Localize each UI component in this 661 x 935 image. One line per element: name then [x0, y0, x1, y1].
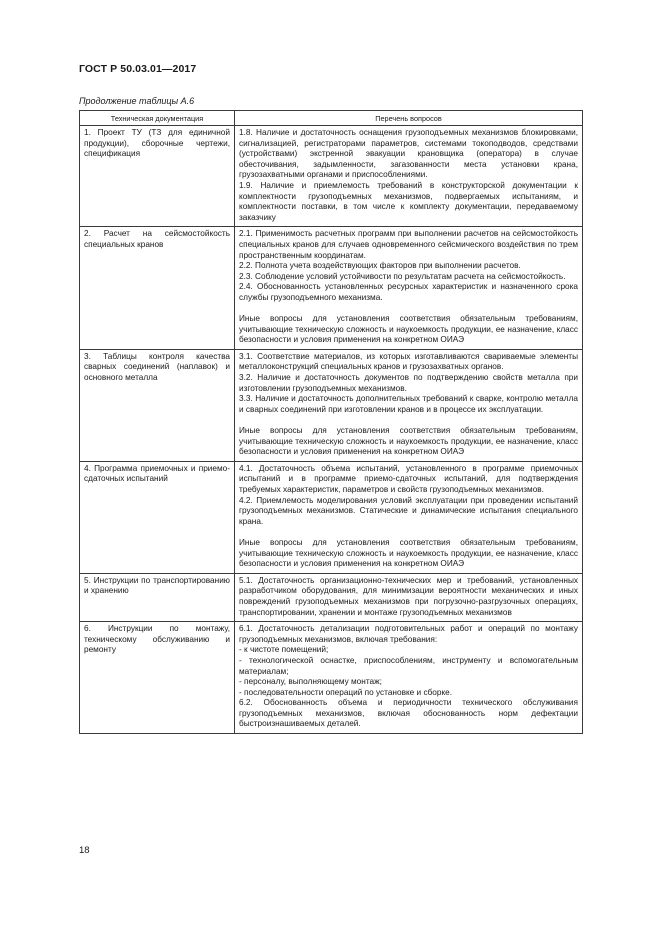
- question-item: 2.2. Полнота учета воздействующих факторов при выполнении расчетов.: [239, 261, 521, 271]
- question-item: 5.1. Достаточность организационно-технических мер и требований, установленных разработчиком оборудования, для минимизации вероятности механических и иных повреждений грузоподъемных механизмов при погрузочно-разгрузочных операциях, транспортировании, хранении и монтаже грузоподъемных механизмов: [239, 575, 578, 617]
- doc-title: 4. Программа приемочных и приемо-сдаточных испытаний: [84, 463, 230, 484]
- paragraph-gap: [239, 527, 578, 538]
- doc-title: 6. Инструкции по монтажу, техническому обслуживанию и ремонту: [84, 624, 230, 655]
- question-item: 4.1. Достаточность объема испытаний, установленного в программе приемочных испытаний и в программе приемо-сдаточных испытаний, для подтверждения требуемых характеристик, параметров и свойств грузоподъемных механизмов.: [239, 463, 578, 494]
- table-row: [80, 349, 583, 461]
- questions-cell: [235, 461, 583, 573]
- table-row: [80, 461, 583, 573]
- document-header: ГОСТ Р 50.03.01—2017: [79, 63, 197, 75]
- table-row: [80, 573, 583, 621]
- question-item: 1.9. Наличие и приемлемость требований в конструкторской документации к комплектности грузоподъемных механизмов, подвергаемых испытаниям, и комплектности поставки, в том числе к комплекту документации, передаваемому заказчику: [239, 180, 578, 222]
- question-item: 6.2. Обоснованность объема и периодичности технического обслуживания грузоподъемных механизмов, включая обоснованность норм дефектации быстроизнашиваемых деталей.: [239, 698, 578, 729]
- doc-title: 3. Таблицы контроля качества сварных соединений (наплавок) и основного металла: [84, 351, 230, 383]
- requirements-table: [79, 110, 583, 734]
- question-item: 2.3. Соблюдение условий устойчивости по результатам расчета на сейсмостойкость.: [239, 271, 566, 281]
- question-subitem: - персоналу, выполняющему монтаж;: [239, 677, 382, 687]
- doc-cell: [80, 349, 235, 461]
- question-item: 3.3. Наличие и достаточность дополнительных требований к сварке, контролю металла и сварных соединений при изготовлении кранов и в процессе их эксплуатации.: [239, 394, 578, 414]
- column-header-documentation: Техническая документация: [80, 111, 235, 126]
- paragraph-gap: [239, 304, 578, 315]
- table-row: [80, 622, 583, 734]
- table-header-row: [80, 111, 583, 126]
- doc-cell: [80, 461, 235, 573]
- doc-title: 5. Инструкции по транспортированию и хранению: [84, 575, 230, 596]
- doc-cell: [80, 622, 235, 734]
- question-subitem: - последовательности операций по установке и сборке.: [239, 687, 453, 697]
- doc-cell: [80, 573, 235, 621]
- questions-cell: [235, 622, 583, 734]
- questions-cell: [235, 573, 583, 621]
- question-item: 1.8. Наличие и достаточность оснащения грузоподъемных механизмов блокировками, сигнализацией, регистраторами параметров, системами токоподводов, средствами (устройствами) экстренной эвакуации крановщика (оператора) в случае обесточивания, задымленности, загазованности места установки крана, грузозахватными органами и приспособлениями.: [239, 128, 578, 180]
- page-number: 18: [79, 845, 90, 856]
- other-questions-note: Иные вопросы для установления соответствия обязательным требованиям, учитывающие техническую сложность и наукоемкость продукции, ее назначение, класс безопасности и условия применения на конкретном ОИАЭ: [239, 426, 578, 457]
- question-item: 3.1. Соответствие материалов, из которых изготавливаются свариваемые элементы металлоконструкций специальных кранов и грузозахватных органов.: [239, 351, 578, 372]
- question-item: 2.4. Обоснованность установленных ресурсных характеристик и назначенного срока службы грузоподъемного механизма.: [239, 282, 578, 302]
- question-item: 6.1. Достаточность детализации подготовительных работ и операций по монтажу грузоподъемных механизмов, включая требования:: [239, 624, 578, 644]
- column-header-questions: Перечень вопросов: [235, 111, 583, 126]
- table-row: [80, 227, 583, 350]
- table-row: [80, 126, 583, 227]
- question-item: 2.1. Применимость расчетных программ при выполнении расчетов на сейсмостойкость специальных кранов для случаев одновременного сейсмического воздействия по трем пространственным координатам.: [239, 229, 578, 260]
- doc-cell: [80, 126, 235, 227]
- other-questions-note: Иные вопросы для установления соответствия обязательным требованиям, учитывающие техническую сложность и наукоемкость продукции, ее назначение, класс безопасности и условия применения на конкретном ОИАЭ: [239, 537, 578, 569]
- question-subitem: - к чистоте помещений;: [239, 645, 329, 655]
- question-item: 3.2. Наличие и достаточность документов по подтверждению свойств металла при изготовлении грузоподъемных механизмов.: [239, 373, 578, 393]
- doc-cell: [80, 227, 235, 350]
- questions-cell: [235, 227, 583, 350]
- doc-title: 2. Расчет на сейсмостойкость специальных кранов: [84, 229, 230, 249]
- questions-cell: [235, 126, 583, 227]
- question-subitem: - технологической оснастке, приспособлениям, инструменту и вспомогательным материалам;: [239, 655, 578, 676]
- question-item: 4.2. Приемлемость моделирования условий эксплуатации при проведении испытаний грузоподъемных механизмов. Статические и динамические испытания специального крана.: [239, 495, 578, 526]
- table-caption: Продолжение таблицы А.6: [79, 96, 195, 106]
- other-questions-note: Иные вопросы для установления соответствия обязательным требованиям, учитывающие техническую сложность и наукоемкость продукции, ее назначение, класс безопасности и условия применения на конкретном ОИАЭ: [239, 314, 578, 345]
- doc-title: 1. Проект ТУ (ТЗ для единичной продукции), сборочные чертежи, спецификация: [84, 128, 230, 159]
- questions-cell: [235, 349, 583, 461]
- paragraph-gap: [239, 415, 578, 426]
